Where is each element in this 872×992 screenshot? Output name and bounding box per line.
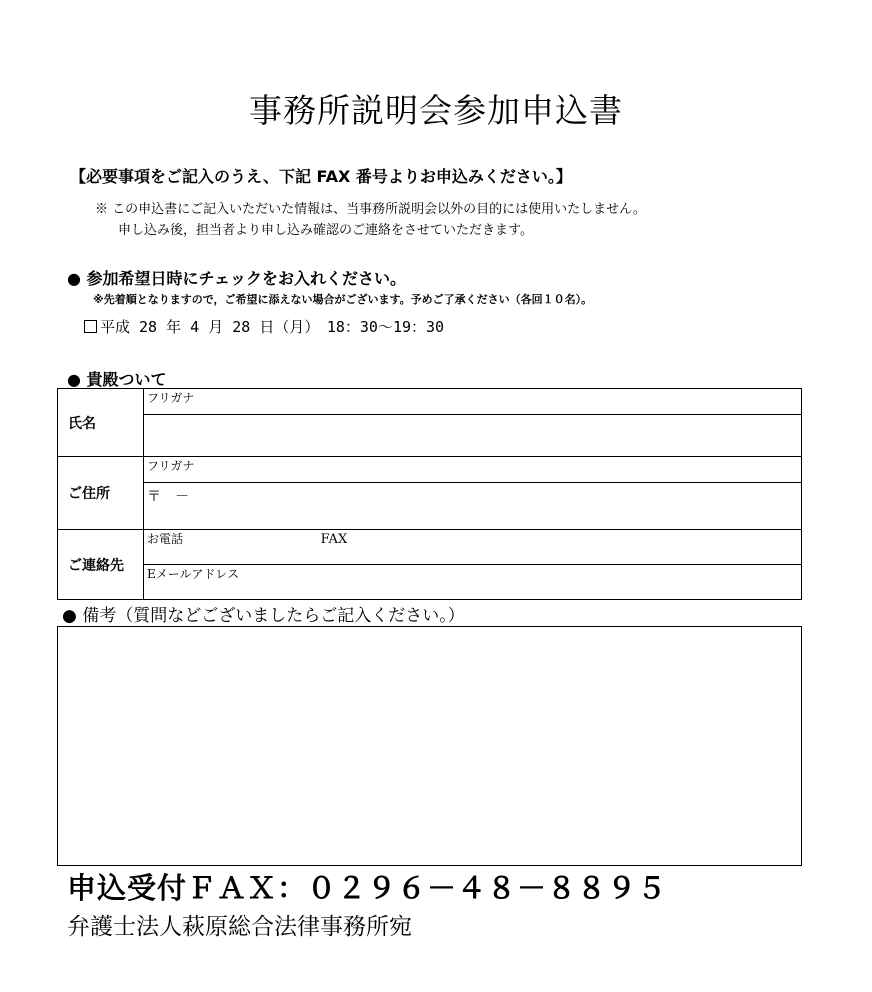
date-option[interactable]	[84, 316, 444, 337]
date-checkbox[interactable]	[84, 320, 97, 333]
address-field[interactable]	[144, 483, 802, 530]
info-section-heading: ● 貴殿ついて	[67, 370, 167, 389]
postal-mark: 〒 －	[147, 489, 189, 505]
fax-label: FAX	[320, 532, 348, 547]
applicant-info-table	[57, 388, 802, 600]
address-furigana-field[interactable]	[144, 457, 802, 483]
date-option-label: 平成 28 年 4 月 28 日（月） 18：30〜19：30	[100, 318, 445, 336]
firm-name: 弁護士法人萩原総合法律事務所宛	[67, 914, 412, 940]
email-label: Eメールアドレス	[147, 567, 240, 581]
name-furigana-field[interactable]	[144, 389, 802, 415]
phone-fax-field[interactable]	[144, 530, 802, 565]
instruction-text: 【必要事項をご記入のうえ、下記 FAX 番号よりお申込みください。】	[70, 167, 572, 186]
capacity-note: ※先着順となりますので，ご希望に添えない場合がございます。予めご了承ください（各回１０名）。	[93, 293, 593, 306]
phone-label: お電話	[147, 532, 184, 546]
name-field[interactable]	[144, 415, 802, 457]
contact-label: ご連絡先	[58, 530, 144, 600]
furigana-label: フリガナ	[147, 391, 195, 405]
form-title: 事務所説明会参加申込書	[249, 91, 623, 130]
furigana-label: フリガナ	[147, 459, 195, 473]
remarks-field[interactable]	[57, 626, 802, 866]
confirmation-note: 申し込み後，担当者より申し込み確認のご連絡をさせていただきます。	[118, 223, 533, 238]
name-label: 氏名	[58, 389, 144, 457]
privacy-note: ※ この申込書にご記入いただいた情報は、当事務所説明会以外の目的には使用いたしません。	[95, 202, 646, 217]
address-label: ご住所	[58, 457, 144, 530]
email-field[interactable]	[144, 565, 802, 600]
remarks-section-heading: ● 備考（質問などございましたらご記入ください。）	[62, 606, 465, 626]
date-section-heading: ● 参加希望日時にチェックをお入れください。	[67, 269, 407, 288]
fax-number: 申込受付ＦＡＸ：０２９６－４８－８８９５	[67, 871, 668, 905]
